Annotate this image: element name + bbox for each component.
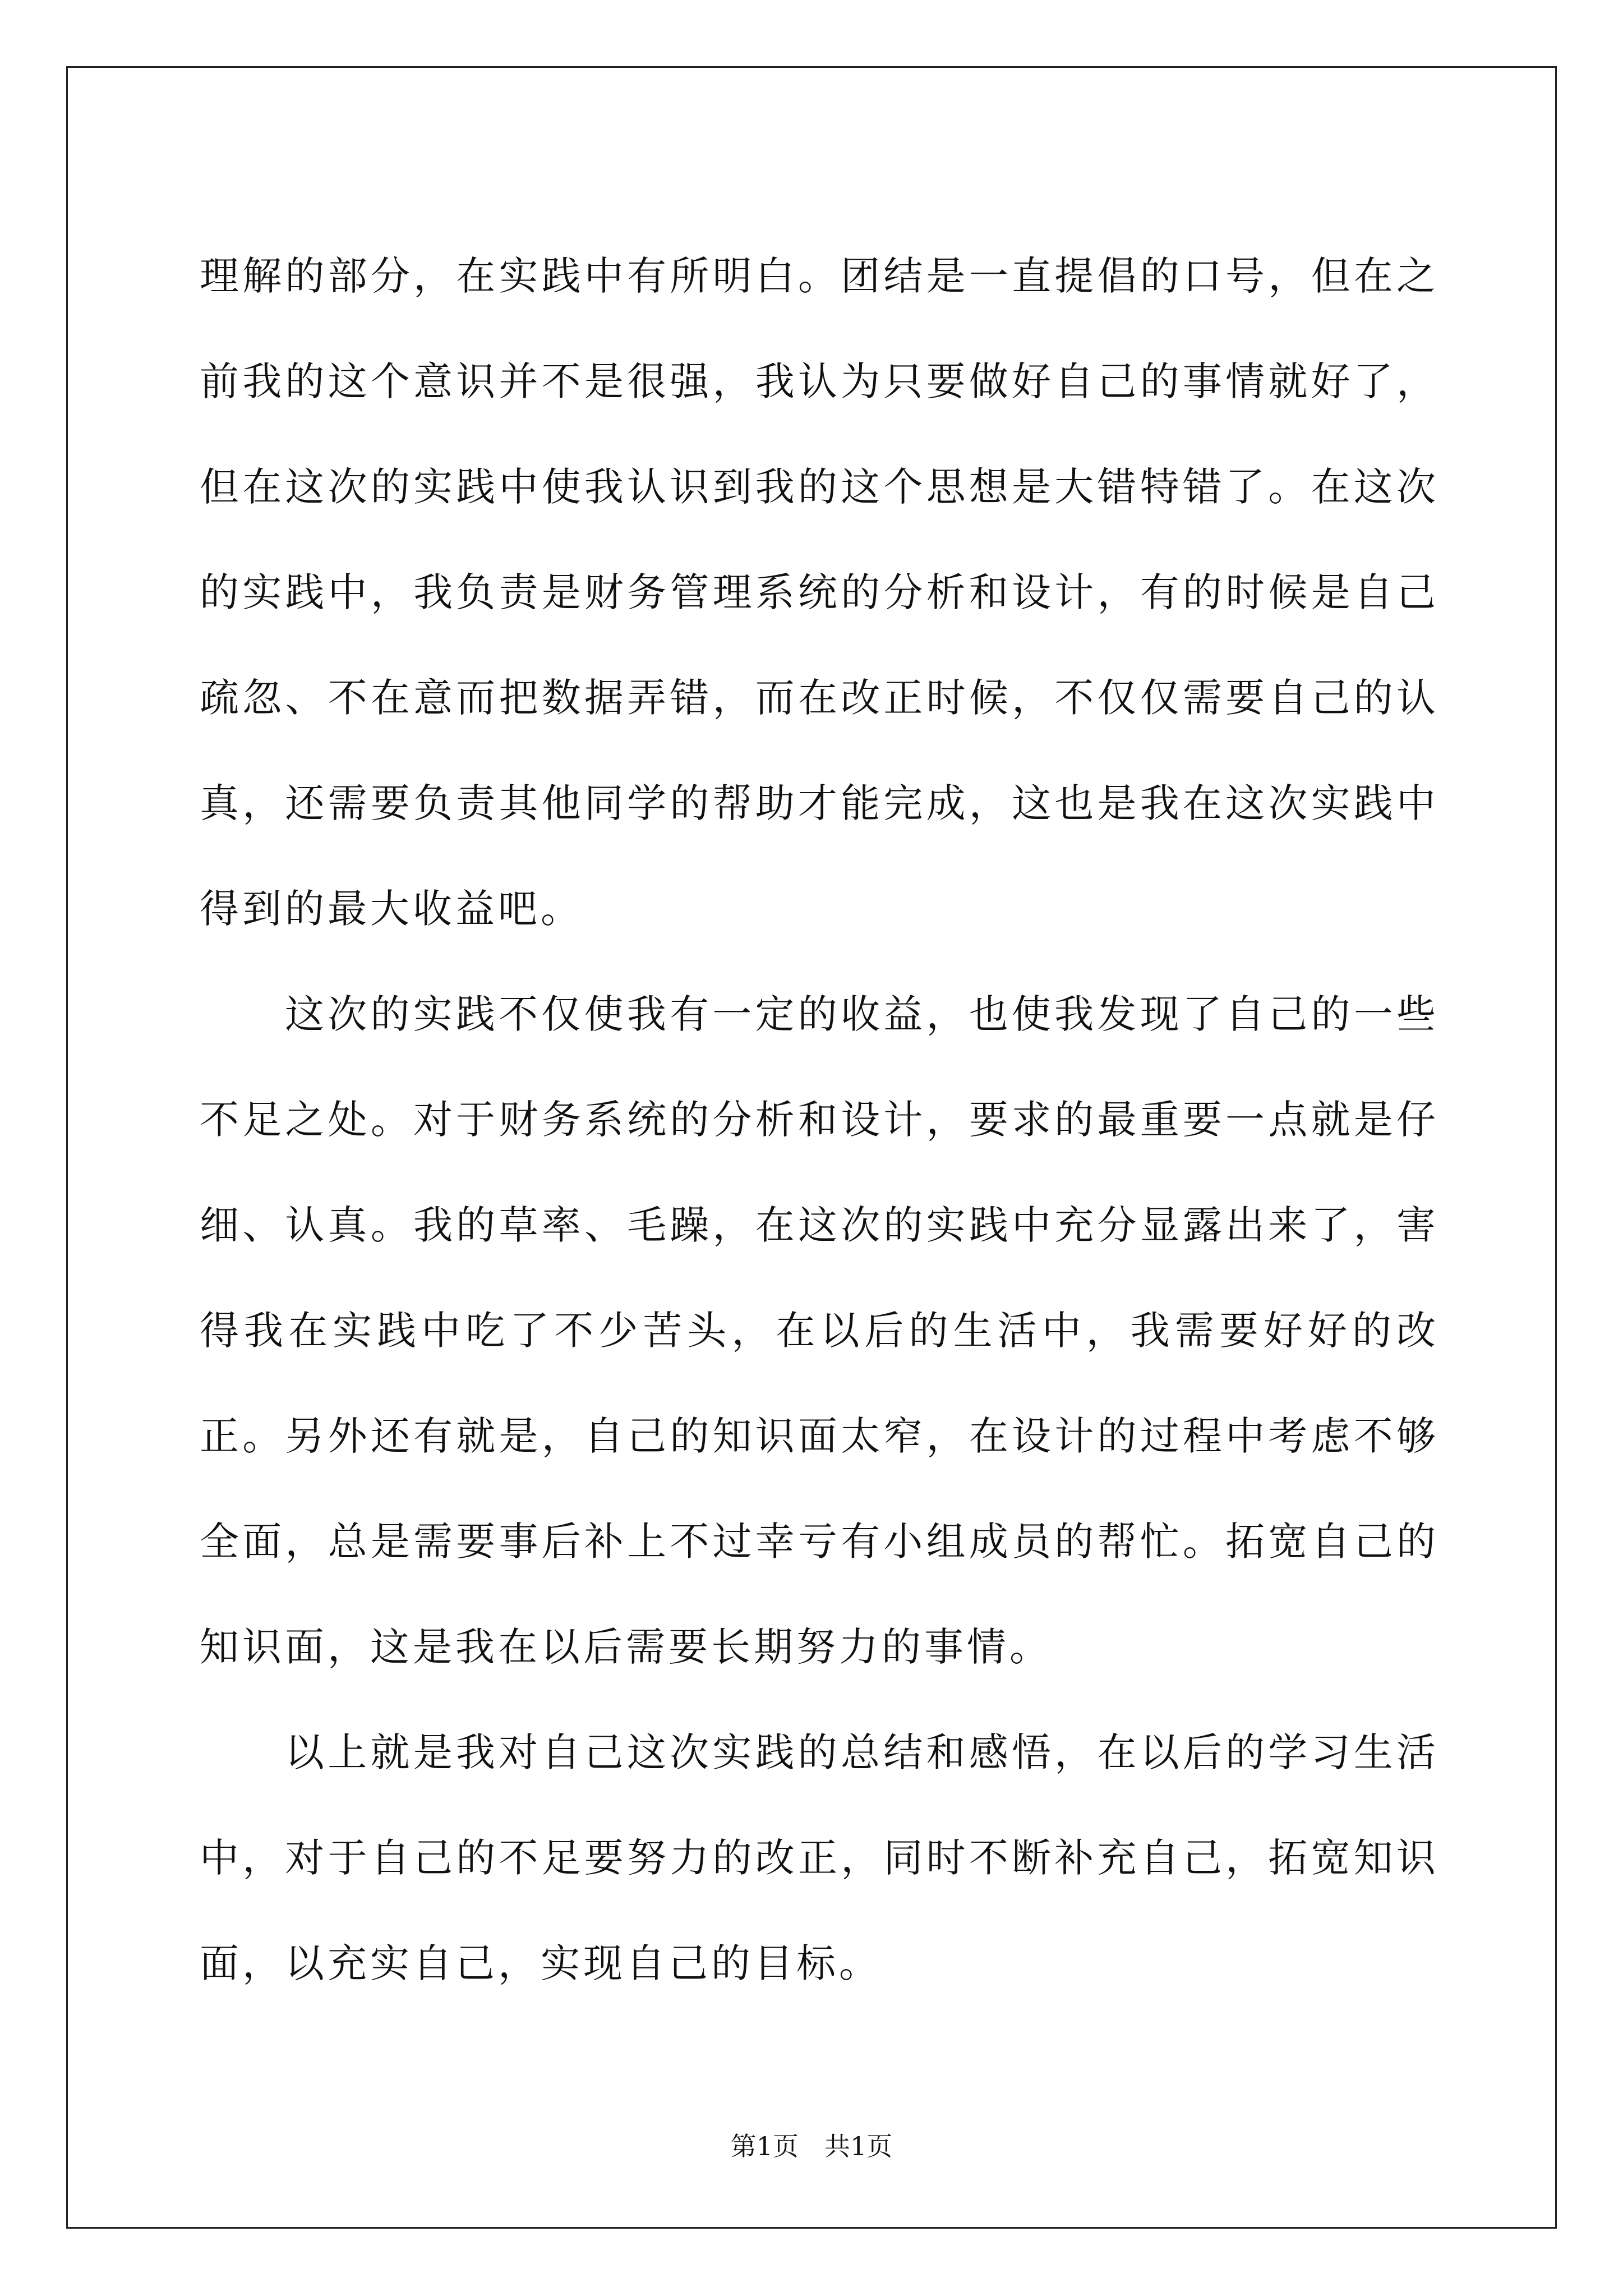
paragraph-1: 理解的部分，在实践中有所明白。团结是一直提倡的口号，但在之前我的这个意识并不是很强，我认为只要做好自己的事情就好了，但在这次的实践中使我认识到我的这个思想是大错特错了。在这次的实践中，我负责是财务管理系统的分析和设计，有的时候是自己疏忽、不在意而把数据弄错，而在改正时候，不仅仅需要自己的认真，还需要负责其他同学的帮助才能完成，这也是我在这次实践中得到的最大收益吧。 <box>200 253 1439 932</box>
page-footer <box>0 2126 1623 2163</box>
document-body <box>200 223 1439 2016</box>
page-number: 第1页 <box>730 2131 799 2161</box>
paragraph-2: 这次的实践不仅使我有一定的收益，也使我发现了自己的一些不足之处。对于财务系统的分析和设计，要求的最重要一点就是仔细、认真。我的草率、毛躁，在这次的实践中充分显露出来了，害得我在实践中吃了不少苦头，在以后的生活中，我需要好好的改正。另外还有就是，自己的知识面太窄，在设计的过程中考虑不够全面，总是需要事后补上不过幸亏有小组成员的帮忙。拓宽自己的知识面，这是我在以后需要长期努力的事情。 <box>200 991 1439 1670</box>
page-total: 共1页 <box>824 2131 893 2161</box>
paragraph-3: 以上就是我对自己这次实践的总结和感悟，在以后的学习生活中，对于自己的不足要努力的改正，同时不断补充自己，拓宽知识面，以充实自己，实现自己的目标。 <box>200 1729 1439 1986</box>
